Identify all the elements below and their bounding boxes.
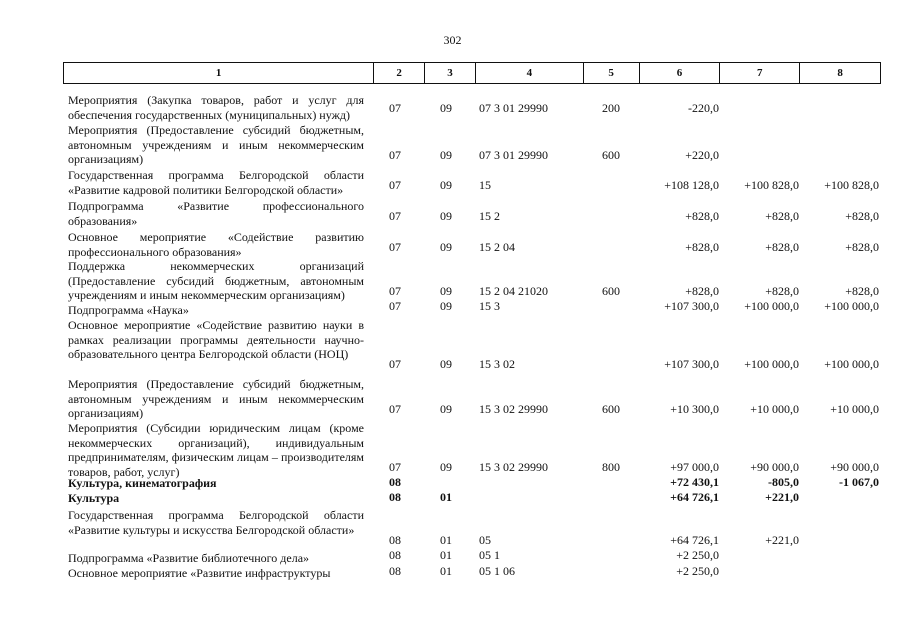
- page-number: 302: [443, 33, 462, 47]
- row-cell-c3: 01: [440, 548, 452, 562]
- row-cell-c7: +221,0: [765, 490, 799, 504]
- row-cell-c3: 09: [440, 299, 452, 313]
- row-description: Мероприятия (Предоставление субсидий бюджетным, автономным учреждениям и иным некоммерческим организациям): [68, 123, 364, 167]
- row-cell-c4: 15 3 02 29990: [479, 460, 548, 474]
- row-description: Подпрограмма «Развитие профессионального образования»: [68, 199, 364, 228]
- row-cell-c4: 15 3: [479, 299, 500, 313]
- row-cell-c6: +107 300,0: [664, 357, 719, 371]
- row-description: Мероприятия (Субсидии юридическим лицам (кроме некоммерческих организаций), индивидуальным предпринимателям, физическим лицам – производителям товаров, работ, услуг): [68, 421, 364, 479]
- row-cell-c8: +828,0: [845, 284, 879, 298]
- row-description: Культура, кинематография: [68, 476, 217, 490]
- header-col-7: 7: [720, 63, 800, 83]
- header-col-2: 2: [374, 63, 425, 83]
- row-cell-c2: 07: [389, 101, 401, 115]
- row-cell-c2: 08: [389, 475, 401, 489]
- row-cell-c3: 09: [440, 402, 452, 416]
- row-cell-c7: +828,0: [765, 284, 799, 298]
- header-col-8: 8: [837, 67, 843, 79]
- row-cell-c8: -1 067,0: [839, 475, 879, 489]
- row-description: Мероприятия (Закупка товаров, работ и услуг для обеспечения государственных (муниципальных) нужд): [68, 93, 364, 122]
- row-cell-c2: 07: [389, 209, 401, 223]
- row-cell-c6: +828,0: [685, 284, 719, 298]
- row-cell-c4: 15 3 02: [479, 357, 515, 371]
- row-cell-c3: 09: [440, 209, 452, 223]
- row-cell-c3: 09: [440, 357, 452, 371]
- row-cell-c6: +64 726,1: [670, 490, 719, 504]
- row-description: Мероприятия (Предоставление субсидий бюджетным, автономным учреждениям и иным некоммерческим организациям): [68, 377, 364, 421]
- row-cell-c5: 600: [602, 402, 620, 416]
- row-description: Подпрограмма «Наука»: [68, 303, 189, 317]
- row-cell-c4: 05 1 06: [479, 564, 515, 578]
- row-cell-c2: 08: [389, 533, 401, 547]
- row-cell-c5: 200: [602, 101, 620, 115]
- row-cell-c3: 09: [440, 284, 452, 298]
- row-description: Основное мероприятие «Содействие развитию профессионального образования»: [68, 230, 364, 259]
- row-cell-c4: 15: [479, 178, 491, 192]
- row-description: Культура: [68, 491, 120, 505]
- row-cell-c6: +2 250,0: [676, 548, 719, 562]
- row-cell-c6: -220,0: [688, 101, 719, 115]
- row-cell-c8: +100 828,0: [824, 178, 879, 192]
- row-cell-c3: 09: [440, 101, 452, 115]
- row-cell-c3: 09: [440, 178, 452, 192]
- row-cell-c7: +100 000,0: [744, 299, 799, 313]
- header-col-5: 5: [584, 63, 640, 83]
- header-col-4: 4: [476, 63, 584, 83]
- row-description: Поддержка некоммерческих организаций (Предоставление субсидий бюджетным, автономным учреждениям и иным некоммерческим организациям): [68, 259, 364, 303]
- row-cell-c3: 01: [440, 564, 452, 578]
- row-cell-c7: -805,0: [768, 475, 799, 489]
- row-cell-c8: +828,0: [845, 209, 879, 223]
- row-cell-c3: 09: [440, 460, 452, 474]
- row-cell-c7: +828,0: [765, 209, 799, 223]
- row-cell-c3: 09: [440, 240, 452, 254]
- row-cell-c6: +107 300,0: [664, 299, 719, 313]
- row-cell-c8: +10 000,0: [830, 402, 879, 416]
- row-cell-c2: 07: [389, 402, 401, 416]
- row-cell-c8: +828,0: [845, 240, 879, 254]
- row-cell-c2: 08: [389, 564, 401, 578]
- row-cell-c2: 07: [389, 284, 401, 298]
- row-cell-c3: 09: [440, 148, 452, 162]
- row-cell-c4: 15 2 04: [479, 240, 515, 254]
- row-cell-c5: 600: [602, 284, 620, 298]
- row-cell-c2: 07: [389, 240, 401, 254]
- row-cell-c2: 08: [389, 490, 401, 504]
- row-cell-c7: +100 000,0: [744, 357, 799, 371]
- row-cell-c5: 600: [602, 148, 620, 162]
- row-cell-c6: +2 250,0: [676, 564, 719, 578]
- row-cell-c6: +64 726,1: [670, 533, 719, 547]
- row-description: Подпрограмма «Развитие библиотечного дела»: [68, 551, 310, 565]
- row-cell-c4: 15 3 02 29990: [479, 402, 548, 416]
- row-cell-c6: +10 300,0: [670, 402, 719, 416]
- row-cell-c3: 01: [440, 533, 452, 547]
- row-description: Государственная программа Белгородской области «Развитие культуры и искусства Белгородской области»: [68, 508, 364, 537]
- row-description: Государственная программа Белгородской области «Развитие кадровой политики Белгородской области»: [68, 168, 364, 197]
- row-cell-c7: +90 000,0: [750, 460, 799, 474]
- row-cell-c4: 15 2 04 21020: [479, 284, 548, 298]
- row-cell-c2: 07: [389, 460, 401, 474]
- row-cell-c7: +828,0: [765, 240, 799, 254]
- row-cell-c2: 08: [389, 548, 401, 562]
- row-cell-c8: +100 000,0: [824, 299, 879, 313]
- row-cell-c4: 05 1: [479, 548, 500, 562]
- row-cell-c7: +10 000,0: [750, 402, 799, 416]
- row-description: Основное мероприятие «Содействие развитию науки в рамках реализации программы деятельности научно-образовательного центра Белгородской области (НОЦ): [68, 318, 364, 362]
- row-cell-c8: +100 000,0: [824, 357, 879, 371]
- row-cell-c3: 01: [440, 490, 452, 504]
- row-cell-c2: 07: [389, 178, 401, 192]
- row-cell-c6: +72 430,1: [670, 475, 719, 489]
- row-cell-c4: 07 3 01 29990: [479, 148, 548, 162]
- row-cell-c4: 05: [479, 533, 491, 547]
- row-cell-c6: +220,0: [685, 148, 719, 162]
- header-col-6: 6: [640, 63, 721, 83]
- row-description: Основное мероприятие «Развитие инфраструктуры: [68, 566, 331, 580]
- row-cell-c2: 07: [389, 148, 401, 162]
- row-cell-c6: +108 128,0: [664, 178, 719, 192]
- row-cell-c4: 07 3 01 29990: [479, 101, 548, 115]
- row-cell-c2: 07: [389, 357, 401, 371]
- header-col-3: 3: [425, 63, 476, 83]
- row-cell-c5: 800: [602, 460, 620, 474]
- row-cell-c6: +97 000,0: [670, 460, 719, 474]
- row-cell-c4: 15 2: [479, 209, 500, 223]
- row-cell-c7: +100 828,0: [744, 178, 799, 192]
- row-cell-c6: +828,0: [685, 209, 719, 223]
- row-cell-c6: +828,0: [685, 240, 719, 254]
- row-cell-c8: +90 000,0: [830, 460, 879, 474]
- row-cell-c7: +221,0: [765, 533, 799, 547]
- row-cell-c2: 07: [389, 299, 401, 313]
- header-col-1: 1: [64, 63, 374, 83]
